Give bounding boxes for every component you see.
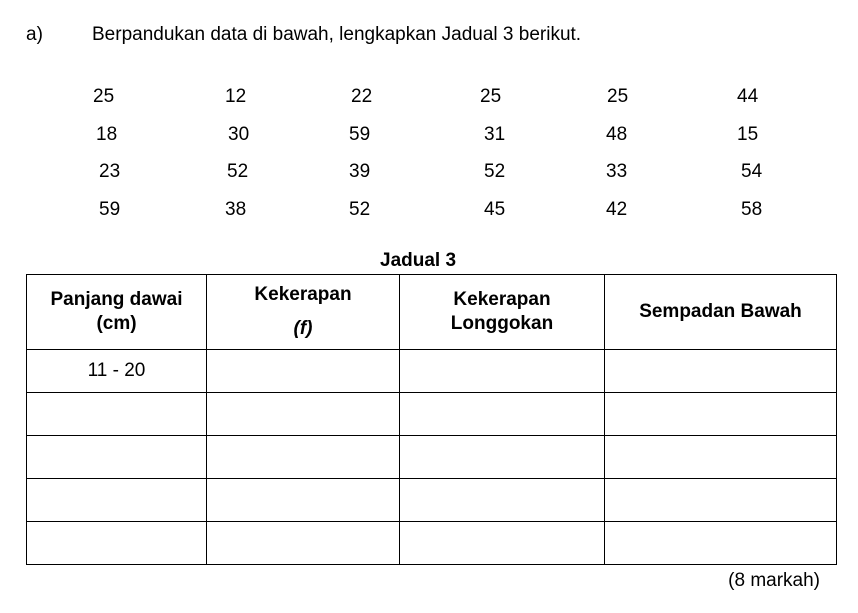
data-value: 52 — [349, 199, 371, 220]
data-value: 45 — [484, 199, 506, 220]
header-frequency-line1: Kekerapan — [254, 284, 352, 305]
table-row — [27, 479, 837, 522]
table-cell[interactable] — [605, 393, 837, 436]
data-value: 39 — [349, 161, 371, 182]
data-value: 42 — [606, 199, 628, 220]
data-value: 59 — [99, 199, 121, 220]
header-cumulative-line1: Kekerapan — [453, 289, 551, 310]
data-value: 23 — [99, 161, 121, 182]
data-value: 59 — [349, 124, 371, 145]
table-cell[interactable] — [400, 350, 605, 393]
data-value: 15 — [737, 124, 759, 145]
data-value: 31 — [484, 124, 506, 145]
frequency-table — [26, 274, 837, 565]
table-title: Jadual 3 — [380, 250, 457, 271]
data-value: 30 — [228, 124, 250, 145]
table-cell[interactable] — [605, 522, 837, 565]
table-cell[interactable] — [27, 522, 207, 565]
table-row — [27, 350, 837, 393]
data-value: 48 — [606, 124, 628, 145]
table-cell[interactable] — [207, 393, 400, 436]
header-frequency-line2: (f) — [293, 318, 313, 339]
table-cell[interactable] — [400, 522, 605, 565]
data-value: 25 — [480, 86, 502, 107]
header-frequency — [207, 275, 400, 350]
data-value: 25 — [93, 86, 115, 107]
header-cumulative-frequency — [400, 275, 605, 350]
table-cell[interactable] — [27, 393, 207, 436]
data-value: 44 — [737, 86, 759, 107]
data-value: 25 — [607, 86, 629, 107]
table-cell[interactable] — [207, 436, 400, 479]
data-values-grid — [0, 0, 858, 230]
table-cell[interactable] — [605, 479, 837, 522]
table-cell[interactable] — [400, 393, 605, 436]
data-value: 54 — [741, 161, 763, 182]
table-cell[interactable] — [400, 479, 605, 522]
table-cell[interactable]: 11 - 20 — [27, 350, 207, 393]
table-row — [27, 436, 837, 479]
table-cell[interactable] — [605, 350, 837, 393]
data-value: 52 — [227, 161, 249, 182]
table-cell[interactable] — [207, 350, 400, 393]
table-cell[interactable] — [207, 522, 400, 565]
table-header-row — [27, 275, 837, 350]
marks-label: (8 markah) — [728, 570, 820, 591]
data-value: 12 — [225, 86, 247, 107]
header-cumulative-line2: Longgokan — [450, 313, 554, 334]
header-wire-length-line1: Panjang dawai — [50, 289, 183, 310]
data-value: 38 — [225, 199, 247, 220]
data-value: 22 — [351, 86, 373, 107]
table-row — [27, 393, 837, 436]
data-value: 58 — [741, 199, 763, 220]
table-cell[interactable] — [27, 436, 207, 479]
header-lower-boundary: Sempadan Bawah — [605, 275, 837, 350]
data-value: 18 — [96, 124, 118, 145]
data-value: 33 — [606, 161, 628, 182]
header-wire-length — [27, 275, 207, 350]
table-row — [27, 522, 837, 565]
table-cell[interactable] — [27, 479, 207, 522]
question-label: a) — [26, 24, 43, 45]
header-wire-length-line2: (cm) — [96, 313, 137, 334]
table-cell[interactable] — [207, 479, 400, 522]
question-instruction: Berpandukan data di bawah, lengkapkan Jadual 3 berikut. — [92, 24, 582, 45]
table-cell[interactable] — [400, 436, 605, 479]
data-value: 52 — [484, 161, 506, 182]
table-cell[interactable] — [605, 436, 837, 479]
